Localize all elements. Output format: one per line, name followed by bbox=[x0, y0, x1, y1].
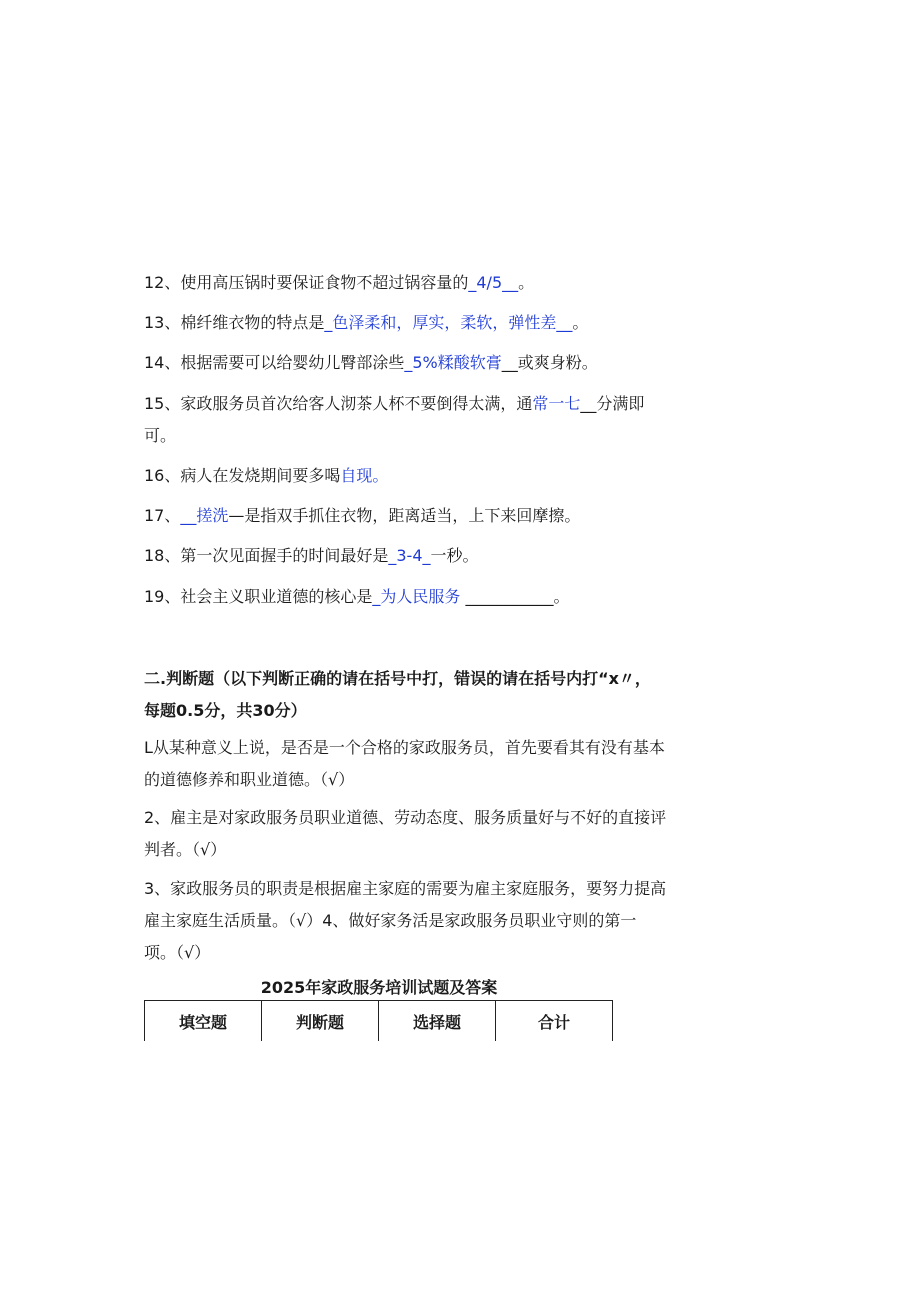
question-text-end: __分满即 bbox=[580, 394, 645, 413]
answer-text: 自现。 bbox=[340, 466, 389, 485]
question-17 bbox=[144, 500, 580, 532]
question-15 bbox=[144, 388, 644, 420]
judgement-item-2 bbox=[144, 802, 704, 866]
question-text-end: —是指双手抓住衣物，距离适当，上下来回摩擦。 bbox=[228, 506, 581, 525]
answer-text: _为人民服务 bbox=[372, 587, 461, 606]
question-text: 17、 bbox=[144, 506, 181, 525]
item-line: L从某种意义上说，是否是一个合格的家政服务员，首先要看其有没有基本 bbox=[144, 738, 665, 757]
answer-text: _3-4_ bbox=[388, 546, 431, 565]
section-heading-line: 每题0.5分，共30分） bbox=[144, 701, 307, 720]
question-18 bbox=[144, 540, 479, 572]
answer-text: _色泽柔和，厚实，柔软，弹性差__ bbox=[324, 313, 573, 332]
table-header-cell: 填空题 bbox=[145, 1001, 262, 1042]
judgement-item-3 bbox=[144, 873, 704, 969]
question-text: 14、根据需要可以给婴幼儿臀部涂些 bbox=[144, 353, 405, 372]
table-header-cell: 判断题 bbox=[262, 1001, 379, 1042]
item-line: 项。（√） bbox=[144, 943, 211, 962]
question-text: 15、家政服务员首次给客人沏茶人杯不要倒得太满，通 bbox=[144, 394, 533, 413]
question-15-continued bbox=[144, 420, 176, 452]
item-line: 判者。（√） bbox=[144, 840, 227, 859]
answer-text: 常一七 bbox=[532, 394, 581, 413]
question-text: 12、使用高压锅时要保证食物不超过锅容量的 bbox=[144, 273, 469, 292]
question-text-end: 一秒。 bbox=[430, 546, 479, 565]
question-text: 19、社会主义职业道德的核心是 bbox=[144, 587, 373, 606]
answer-text: __搓洗 bbox=[180, 506, 229, 525]
question-text: 13、棉纤维衣物的特点是 bbox=[144, 313, 325, 332]
item-line: 的道德修养和职业道德。（√） bbox=[144, 770, 355, 789]
question-19 bbox=[144, 581, 569, 613]
question-13 bbox=[144, 307, 588, 339]
answer-text: _4/5__ bbox=[468, 273, 519, 292]
question-text: 16、病人在发烧期间要多喝 bbox=[144, 466, 341, 485]
document-title: 2025年家政服务培训试题及答案 bbox=[260, 978, 498, 997]
table-row bbox=[145, 1001, 613, 1042]
item-line: 3、家政服务员的职责是根据雇主家庭的需要为雇主家庭服务，要努力提高 bbox=[144, 879, 667, 898]
question-14 bbox=[144, 347, 598, 379]
item-line: 雇主家庭生活质量。（√）4、做好家务活是家政服务员职业守则的第一 bbox=[144, 911, 637, 930]
judgement-item-1 bbox=[144, 732, 704, 796]
section-heading-line: 二.判断题（以下判断正确的请在括号中打，错误的请在括号内打“x〃， bbox=[144, 669, 651, 688]
question-text: 可。 bbox=[144, 426, 177, 445]
table-header-cell: 选择题 bbox=[379, 1001, 496, 1042]
answer-text: _5%糅酸软膏 bbox=[404, 353, 502, 372]
question-text: 18、第一次见面握手的时间最好是 bbox=[144, 546, 389, 565]
section-heading bbox=[144, 663, 724, 727]
question-16 bbox=[144, 460, 388, 492]
score-table bbox=[144, 1000, 613, 1041]
question-text-end: ___________。 bbox=[460, 587, 570, 606]
question-text-end: __或爽身粉。 bbox=[501, 353, 598, 372]
table-header-cell: 合计 bbox=[496, 1001, 613, 1042]
question-12 bbox=[144, 267, 534, 299]
item-line: 2、雇主是对家政服务员职业道德、劳动态度、服务质量好与不好的直接评 bbox=[144, 808, 667, 827]
question-text-end: 。 bbox=[572, 313, 589, 332]
question-text-end: 。 bbox=[518, 273, 535, 292]
